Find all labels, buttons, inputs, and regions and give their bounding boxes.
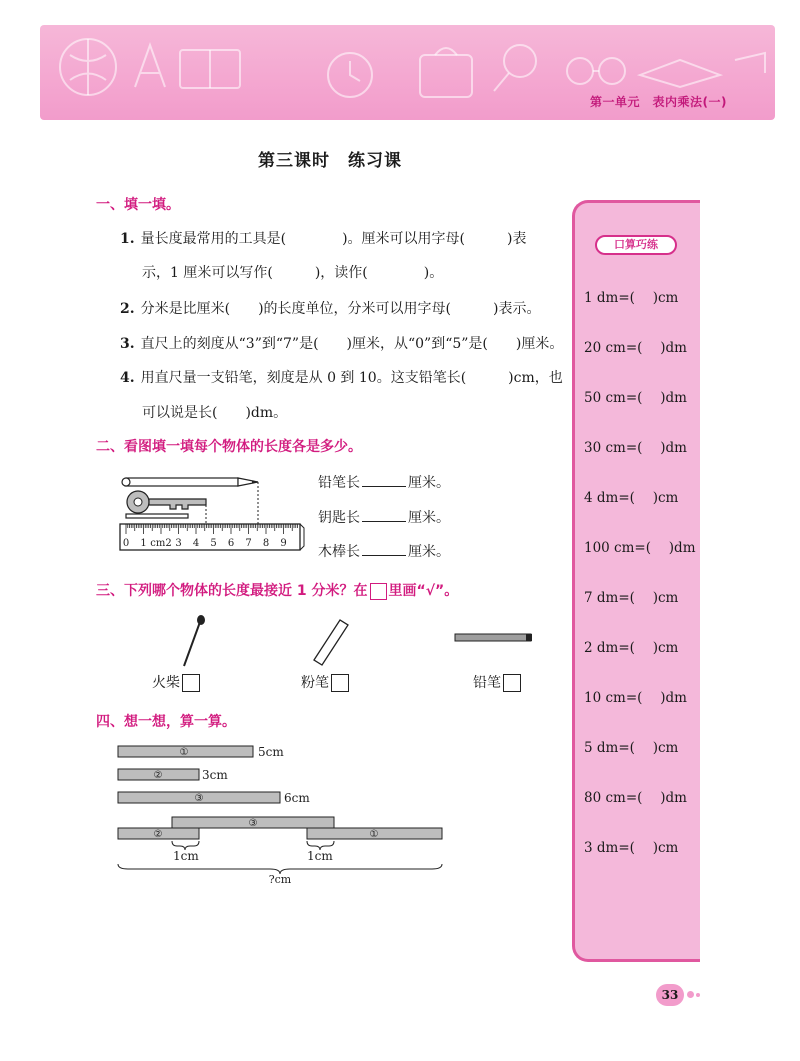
oral-practice-title: 口算巧练 <box>595 235 677 255</box>
joined-bar-3-mark: ③ <box>248 818 258 829</box>
open-book-icon <box>640 60 720 87</box>
pencil-side-icon <box>454 632 536 644</box>
section-2-heading: 二、看图填一填每个物体的长度各是多少。 <box>96 439 362 455</box>
oral-practice-sidebar <box>572 200 700 962</box>
choice-chalk: 粉笔 <box>301 672 349 692</box>
checkbox-sample-icon <box>370 583 387 600</box>
question-3: 3. 直尺上的刻度从“3”到“7”是( )厘米，从“0”到“5”是( )厘米。 <box>120 336 564 352</box>
question-number: 1. <box>120 231 135 247</box>
question-number: 4. <box>120 370 135 386</box>
oral-item[interactable]: 7 dm=( )cm <box>584 590 679 606</box>
unit-text: 厘米。 <box>408 510 450 526</box>
unit-text: 厘米。 <box>408 475 450 491</box>
ruler-tick-label: 6 <box>227 538 235 549</box>
choice-match: 火柴 <box>152 672 200 692</box>
item-label: 钥匙长 <box>318 510 360 526</box>
total-length-label: ?cm <box>268 873 292 885</box>
oral-item[interactable]: 30 cm=( )dm <box>584 440 687 456</box>
question-4: 4. 用直尺量一支铅笔，刻度是从 0 到 10。这支铅笔长( )cm，也 <box>120 370 563 386</box>
item-label: 木棒长 <box>318 544 360 560</box>
ruler-figure <box>118 470 308 555</box>
ruler-tick-label: 1 <box>140 538 147 549</box>
section-3-heading: 三、下列哪个物体的长度最接近 1 分米？在 里画“√”。 <box>96 583 459 599</box>
ruler-tick-label: 4 <box>192 538 200 549</box>
stick-icon <box>126 514 188 518</box>
oral-item[interactable]: 10 cm=( )dm <box>584 690 687 706</box>
question-1: 1. 量长度最常用的工具是( )。厘米可以用字母( )表 <box>120 231 527 247</box>
question-4-continued: 可以说是长( )dm。 <box>142 405 288 421</box>
match-icon <box>178 612 208 672</box>
answer-blank[interactable] <box>362 510 406 522</box>
question-1-continued: 示，1 厘米可以写作( )，读作( )。 <box>142 265 444 281</box>
choice-pencil: 铅笔 <box>473 672 521 692</box>
bar-1-mark: ① <box>179 747 189 758</box>
oral-item[interactable]: 5 dm=( )cm <box>584 740 679 756</box>
page-dot-icon <box>696 993 700 997</box>
chalk-icon <box>310 612 355 667</box>
bar-diagram <box>114 740 449 885</box>
answer-checkbox[interactable] <box>503 674 521 692</box>
key-length-item <box>318 507 450 527</box>
compass-icon <box>135 45 165 87</box>
unit-text: 厘米。 <box>408 544 450 560</box>
oral-item[interactable]: 20 cm=( )dm <box>584 340 687 356</box>
question-2: 2. 分米是比厘米( )的长度单位，分米可以用字母( )表示。 <box>120 301 541 317</box>
grad-cap-icon <box>735 53 765 73</box>
header-banner <box>40 25 775 120</box>
glasses-icon <box>567 58 593 84</box>
item-label: 铅笔长 <box>318 475 360 491</box>
stick-length-item <box>318 541 450 561</box>
oral-item[interactable]: 1 dm=( )cm <box>584 290 679 306</box>
section-4-heading: 四、想一想，算一算。 <box>96 714 236 730</box>
oral-item[interactable]: 3 dm=( )cm <box>584 840 679 856</box>
ruler <box>120 524 304 550</box>
bar-1-length: 5cm <box>258 745 284 759</box>
ruler-tick-label: 7 <box>245 538 252 549</box>
page-dot-icon <box>687 991 694 998</box>
ruler-tick-label: 3 <box>175 538 182 549</box>
ruler-tick-label: 5 <box>210 538 217 549</box>
ruler-tick-label: 0 <box>122 538 130 549</box>
answer-checkbox[interactable] <box>331 674 349 692</box>
overlap-2-label: 1cm <box>307 849 333 863</box>
bar-3-mark: ③ <box>194 793 204 804</box>
question-number: 3. <box>120 336 135 352</box>
unit-caption: 第一单元 表内乘法(一) <box>590 95 727 109</box>
joined-bar-2-mark: ② <box>153 829 163 840</box>
ruler-tick-label: 9 <box>280 538 287 549</box>
answer-blank[interactable] <box>362 544 406 556</box>
answer-blank[interactable] <box>362 475 406 487</box>
ruler-tick-label: cm2 <box>150 538 172 549</box>
bar-2-mark: ② <box>153 770 163 781</box>
joined-bar-1-mark: ① <box>369 829 379 840</box>
pencil-length-item <box>318 472 450 492</box>
answer-checkbox[interactable] <box>182 674 200 692</box>
question-number: 2. <box>120 301 135 317</box>
oral-item[interactable]: 80 cm=( )dm <box>584 790 687 806</box>
magnifier-icon <box>504 45 536 77</box>
schoolbag-icon <box>420 55 472 97</box>
overlap-1-label: 1cm <box>173 849 199 863</box>
pencil-icon <box>122 478 258 486</box>
page-number: 33 <box>656 984 684 1006</box>
key-icon <box>127 491 206 513</box>
oral-item[interactable]: 4 dm=( )cm <box>584 490 679 506</box>
bar-2-length: 3cm <box>202 768 228 782</box>
oral-item[interactable]: 2 dm=( )cm <box>584 640 679 656</box>
bar-3-length: 6cm <box>284 791 310 805</box>
oral-item[interactable]: 50 cm=( )dm <box>584 390 687 406</box>
section-1-heading: 一、填一填。 <box>96 197 180 213</box>
lesson-title: 第三课时 练习课 <box>258 151 402 171</box>
ruler-tick-label: 8 <box>262 538 270 549</box>
oral-item[interactable]: 100 cm=( )dm <box>584 540 696 556</box>
